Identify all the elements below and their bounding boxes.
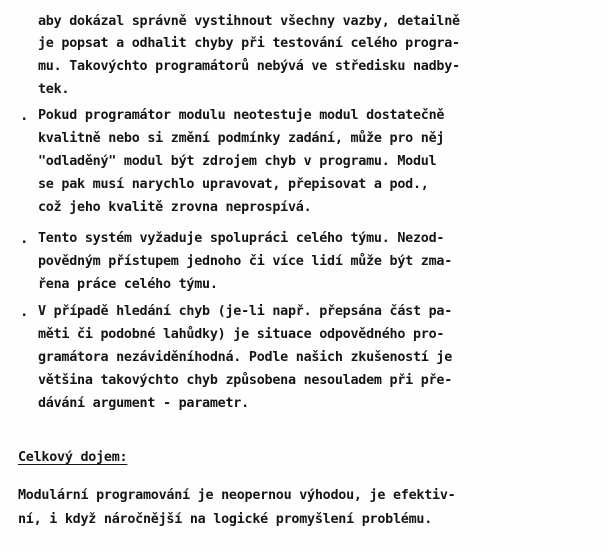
bullet-1-line: Pokud programátor modulu neotestuje modul dostatečně: [38, 108, 445, 123]
bullet-3-line: gramátora nezáviděníhodná. Podle našich zkušeností je: [38, 350, 453, 365]
bullet-marker: .: [20, 108, 29, 124]
bullet-1-line: což jeho kvalitě zrovna neprospívá.: [38, 200, 312, 215]
bullet-2-line: Tento systém vyžaduje spolupráci celého týmu. Nezod-: [38, 231, 445, 246]
intro-line: tek.: [38, 82, 70, 97]
intro-line: aby dokázal správně vystihnout všechny vazby, detailně: [38, 14, 460, 29]
section-heading: Celkový dojem:: [18, 450, 128, 465]
bullet-3-line: měti či podobné lahůdky) je situace odpovědného pro-: [38, 327, 445, 342]
bullet-marker: .: [20, 304, 29, 320]
bullet-3-line: většina takovýchto chyb způsobena nesouladem při pře-: [38, 373, 453, 388]
intro-line: je popsat a odhalit chyby při testování celého progra-: [38, 36, 460, 51]
summary-line: ní, i když náročnější na logické promyšlení problému.: [18, 512, 433, 527]
bullet-3-line: V případě hledání chyb (je-li např. přepsána část pa-: [38, 304, 453, 319]
intro-line: mu. Takovýchto programátorů nebývá ve středisku nadby-: [38, 59, 460, 74]
bullet-1-line: kvalitně nebo si změní podmínky zadání, může pro něj: [38, 131, 445, 146]
bullet-2-line: řena práce celého týmu.: [38, 277, 218, 292]
summary-line: Modulární programování je neopernou výhodou, je efektiv-: [18, 488, 456, 503]
bullet-2-line: povědným přístupem jednoho či více lidí může být zma-: [38, 254, 453, 269]
bullet-1-line: se pak musí narychlo upravovat, přepisovat a pod.,: [38, 177, 429, 192]
bullet-marker: .: [20, 231, 29, 247]
bullet-1-line: "odladěný" modul být zdrojem chyb v programu. Modul: [38, 154, 437, 169]
bullet-3-line: dávání argument - parametr.: [38, 396, 249, 411]
